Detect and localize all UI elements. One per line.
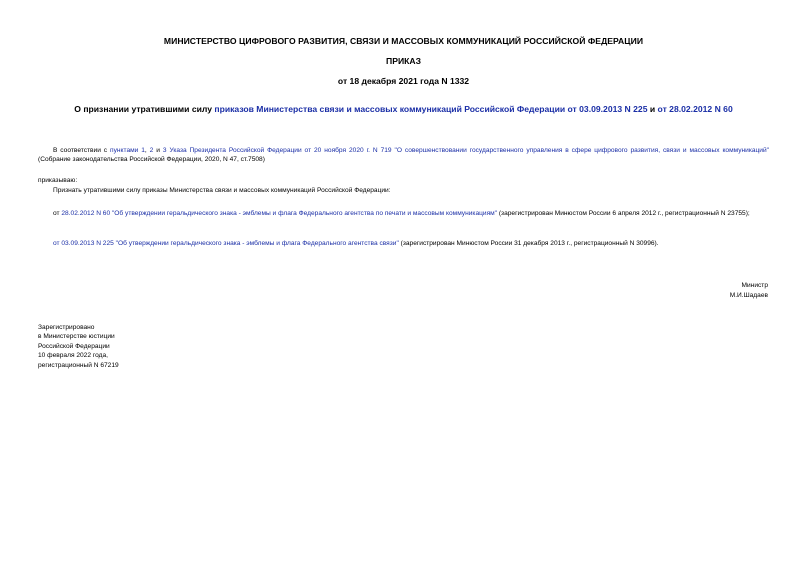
document-title (30, 104, 777, 114)
link-punkt-2[interactable]: 2 (149, 147, 154, 154)
link-punkt-1[interactable]: пунктами 1 (110, 147, 145, 154)
title-conjunction: и (647, 104, 658, 114)
link-order-60[interactable]: 28.02.2012 N 60 "Об утверждении геральдического знака - эмблемы и флага Федерального агентства по печати и массовым коммуникациям" (61, 210, 498, 217)
ministry-name: МИНИСТЕРСТВО ЦИФРОВОГО РАЗВИТИЯ, СВЯЗИ И МАССОВЫХ КОММУНИКАЦИЙ РОССИЙСКОЙ ФЕДЕРАЦИИ (163, 36, 644, 46)
preamble-paragraph (38, 146, 769, 165)
registration-line: в Министерстве юстиции (38, 333, 115, 341)
revoked-order-225-item (53, 239, 659, 248)
item-225-registration: (зарегистрирован Минюстом России 31 декабря 2013 г., регистрационный N 30996). (398, 240, 659, 247)
order-word: приказываю: (38, 177, 78, 184)
registration-line: регистрационный N 67219 (38, 361, 119, 369)
title-link-order-60[interactable]: от 28.02.2012 N 60 (657, 104, 733, 114)
registration-line: Зарегистрировано (38, 324, 95, 331)
link-order-225[interactable]: от 03.09.2013 N 225 "Об утверждении геральдического знака - эмблемы и флага Федерального агентства связи" (53, 240, 399, 247)
preamble-text-4: (Собрание законодательства Российской Федерации, 2020, N 47, ст.7508) (38, 156, 265, 164)
item-60-registration: (зарегистрирован Минюстом России 6 апреля 2012 г., регистрационный N 23755); (497, 210, 750, 217)
signatory-name: М.И.Шадаев (729, 292, 768, 300)
preamble-text-2: , (144, 147, 150, 154)
registration-line: Российской Федерации (38, 342, 110, 350)
revoked-order-60-item (38, 209, 769, 218)
preamble-text-3: и (153, 147, 163, 154)
item-60-prefix: от (53, 210, 62, 217)
registration-line: 10 февраля 2022 года, (38, 352, 108, 360)
signatory-position: Министр (741, 282, 768, 289)
revocation-intro: Признать утратившими силу приказы Министерства связи и массовых коммуникаций Российской Федерации: (53, 187, 391, 194)
link-ukaz-719[interactable]: 3 Указа Президента Российской Федерации от 20 ноября 2020 г. N 719 "О совершенствовании государственного управления в сфере цифрового развития, связи и массовых коммуникаций" (162, 147, 770, 154)
document-date-number: от 18 декабря 2021 года N 1332 (337, 76, 470, 86)
registration-note (38, 323, 119, 370)
title-prefix: О признании утратившими силу (74, 104, 215, 114)
preamble-text-1: В соответствии с (53, 147, 111, 154)
signature-block (730, 281, 768, 302)
document-type: ПРИКАЗ (386, 56, 421, 66)
title-link-order-225[interactable]: приказов Министерства связи и массовых коммуникаций Российской Федерации от 03.09.2013 N 225 (214, 104, 648, 114)
